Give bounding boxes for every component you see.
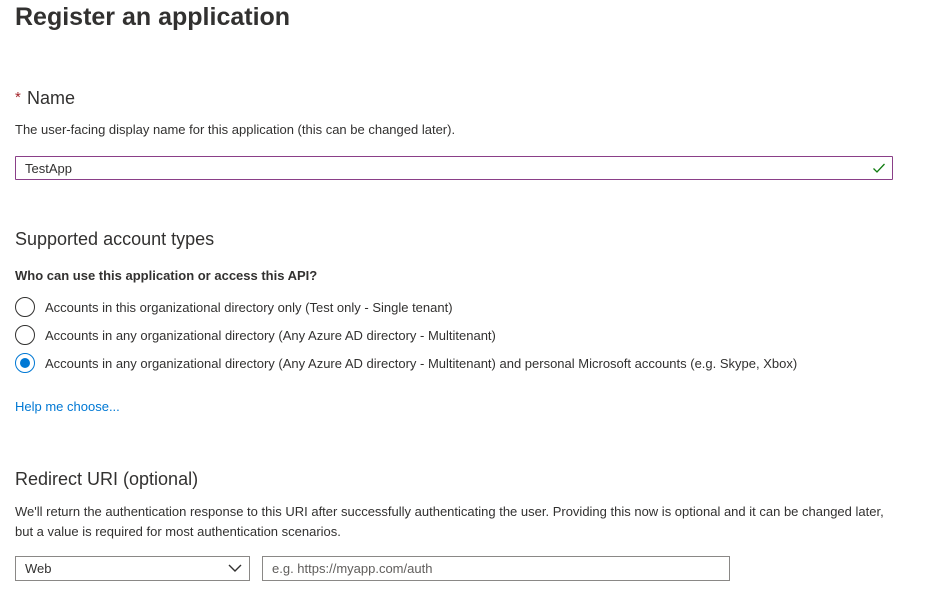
radio-circle[interactable] [15, 297, 35, 317]
radio-label: Accounts in any organizational directory (Any Azure AD directory - Multitenant) [45, 327, 496, 343]
name-description: The user-facing display name for this application (this can be changed later). [15, 122, 456, 137]
name-label: Name [27, 88, 76, 108]
required-marker: * [15, 89, 21, 106]
name-field[interactable] [15, 156, 893, 180]
radio-circle[interactable] [15, 325, 35, 345]
account-types-label: Supported account types [15, 229, 215, 249]
platform-selected-value: Web [25, 561, 52, 576]
platform-dropdown[interactable] [15, 556, 250, 581]
radio-circle-selected[interactable] [15, 353, 35, 373]
radio-option-multitenant[interactable] [15, 324, 496, 346]
checkmark-icon [872, 161, 886, 175]
redirect-uri-description: We'll return the authentication response to this URI after successfully authenticating the user. Providing this now is optional and it can be changed later, but a value is required for most authentication scenarios. [15, 504, 884, 539]
help-me-choose-link[interactable]: Help me choose... [15, 399, 120, 414]
redirect-uri-label: Redirect URI (optional) [15, 469, 199, 489]
account-types-question: Who can use this application or access this API? [15, 268, 318, 283]
radio-label: Accounts in this organizational directory only (Test only - Single tenant) [45, 299, 453, 315]
redirect-uri-input[interactable] [262, 556, 730, 581]
radio-option-single-tenant[interactable] [15, 296, 453, 318]
radio-label: Accounts in any organizational directory (Any Azure AD directory - Multitenant) and personal Microsoft accounts (e.g. Skype, Xbox) [45, 355, 798, 371]
name-input[interactable] [16, 157, 865, 179]
page-title: Register an application [15, 3, 291, 31]
chevron-down-icon [228, 563, 242, 573]
radio-option-multitenant-personal[interactable] [15, 352, 797, 374]
